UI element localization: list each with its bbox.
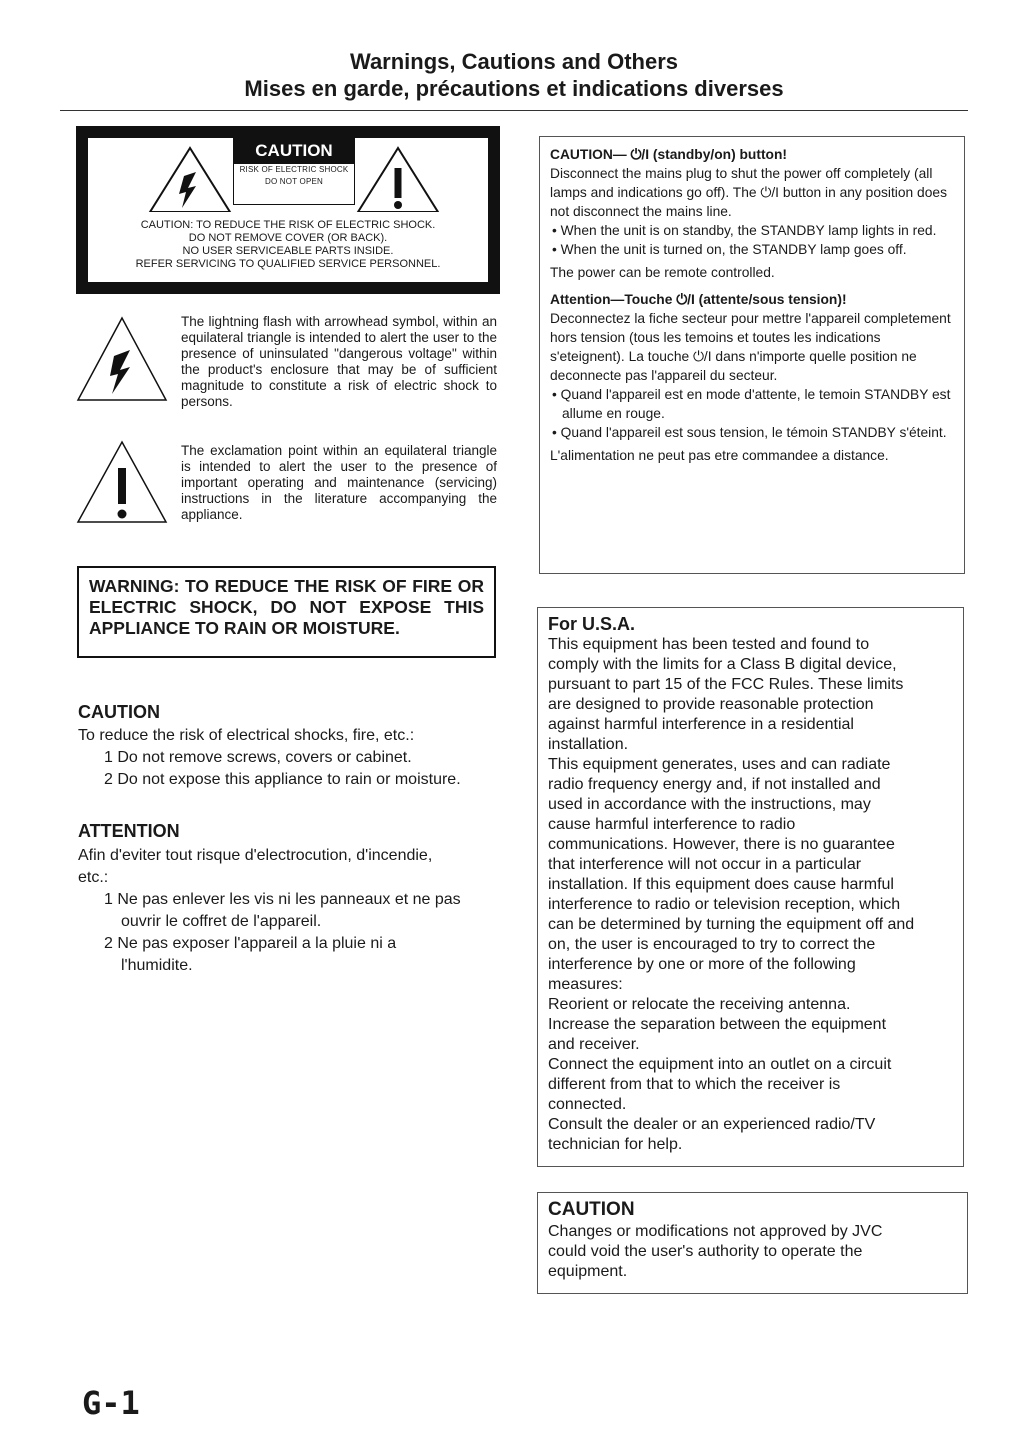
jvc-caution-line: could void the user's authority to operate the [548,1243,863,1260]
usa-text-line: comply with the limits for a Class B digital device, [548,656,897,673]
standby-body-en: Disconnect the mains plug to shut the power off completely (all lamps and indications go off). The ⏻/I button in any position does not disconnect the mains line. [550,166,947,219]
usa-text-line: Consult the dealer or an experienced radio/TV [548,1116,876,1133]
usa-text-line: This equipment generates, uses and can radiate [548,756,891,773]
page-number: G-1 [82,1384,140,1422]
usa-text-line: technician for help. [548,1136,683,1153]
usa-text [548,635,953,1155]
usa-text-line: interference by one or more of the following [548,956,856,973]
standby-bullet-fr: • Quand l'appareil est sous tension, le témoin STANDBY s'éteint. [552,425,947,440]
caution-label-line: DO NOT REMOVE COVER (OR BACK). [188,232,388,244]
usa-text-line: This equipment has been tested and found to [548,636,870,653]
lightning-triangle-icon [76,316,168,402]
usa-text-line: pursuant to part 15 of the FCC Rules. These limits [548,676,904,693]
page-title-en: Warnings, Cautions and Others [350,49,678,74]
usa-text-line: communications. However, there is no guarantee [548,836,895,853]
attention-heading: ATTENTION [78,821,180,841]
usa-text-line: are designed to provide reasonable protection [548,696,874,713]
caution-heading: CAUTION [78,702,160,722]
attention-item: 1 Ne pas enlever les vis ni les panneaux et ne pas [104,891,461,908]
attention-intro: etc.: [78,869,109,886]
usa-text-line: against harmful interference in a residential [548,716,854,733]
jvc-caution-heading: CAUTION [548,1199,635,1220]
standby-bullet-en: • When the unit is on standby, the STANDBY lamp lights in red. [552,223,937,238]
usa-text-line: measures: [548,976,623,993]
lightning-symbol-description: The lightning flash with arrowhead symbol, within an equilateral triangle is intended to alert the user to the presence of uninsulated "dangerous voltage" within the product's enclosure that may be of sufficient magnitude to constitute a risk of electric shock to persons. [181,314,497,409]
jvc-caution-line: Changes or modifications not approved by JVC [548,1223,883,1240]
standby-heading-fr: Attention—Touche ⏻/I (attente/sous tension)! [550,292,847,307]
standby-remote-fr: L'alimentation ne peut pas etre commandee a distance. [550,448,889,463]
usa-text-line: cause harmful interference to radio [548,816,796,833]
usa-text-line: connected. [548,1096,627,1113]
usa-text-line: that interference will not occur in a particular [548,856,862,873]
attention-item: l'humidite. [121,957,193,974]
warning-box: WARNING: TO REDUCE THE RISK OF FIRE OR ELECTRIC SHOCK, DO NOT EXPOSE THIS APPLIANCE TO RAIN OR MOISTURE. [77,566,496,658]
attention-item: 2 Ne pas exposer l'appareil a la pluie ni a [104,935,397,952]
usa-text-line: on, the user is encouraged to try to correct the [548,936,876,953]
page-header [60,48,968,102]
standby-remote-en: The power can be remote controlled. [550,265,775,280]
caution-label-box [233,138,355,205]
attention-intro: Afin d'eviter tout risque d'electrocution, d'incendie, [78,847,433,864]
header-rule [60,110,968,111]
usa-fcc-box [537,607,964,1167]
standby-heading-en: CAUTION— ⏻/I (standby/on) button! [550,147,787,162]
caution-label-word: CAUTION [234,138,354,164]
caution-label-line: CAUTION: TO REDUCE THE RISK OF ELECTRIC SHOCK. [140,219,436,231]
standby-bullet-en: • When the unit is turned on, the STANDBY lamp goes off. [552,242,907,257]
usa-text-line: interference to radio or television reception, which [548,896,901,913]
usa-text-line: installation. [548,736,629,753]
exclamation-triangle-icon [76,440,168,524]
usa-text-line: Reorient or relocate the receiving antenna. [548,996,851,1013]
caution-item: 2 Do not expose this appliance to rain or moisture. [104,771,461,788]
usa-text-line: Increase the separation between the equipment [548,1016,887,1033]
jvc-caution-line: equipment. [548,1263,628,1280]
caution-label-text [88,212,488,282]
usa-heading: For U.S.A. [548,614,636,634]
standby-body-fr: Deconnectez la fiche secteur pour mettre l'appareil completement hors tension (tous les temoins et toutes les indications s'eteignent). La touche ⏻/I dans n'importe quelle position ne deconnecte pas l'appareil du secteur. [550,311,951,383]
lightning-triangle-icon [148,146,232,214]
exclamation-triangle-icon [356,146,440,214]
usa-text-line: and receiver. [548,1036,640,1053]
caution-label [76,126,500,294]
usa-text-line: installation. If this equipment does cause harmful [548,876,894,893]
caution-item: 1 Do not remove screws, covers or cabinet. [104,749,412,766]
usa-text-line: Connect the equipment into an outlet on a circuit [548,1056,892,1073]
jvc-caution-box [537,1192,968,1294]
attention-item: ouvrir le coffret de l'appareil. [121,913,322,930]
caution-intro: To reduce the risk of electrical shocks, fire, etc.: [78,727,415,744]
usa-text-line: used in accordance with the instructions, may [548,796,871,813]
caution-label-line: REFER SERVICING TO QUALIFIED SERVICE PERSONNEL. [135,258,441,270]
usa-text-line: radio frequency energy and, if not installed and [548,776,881,793]
usa-text-line: different from that to which the receiver is [548,1076,841,1093]
exclamation-symbol-description: The exclamation point within an equilateral triangle is intended to alert the user to the presence of important operating and maintenance (servicing) instructions in the literature accompanying the appliance. [181,443,497,522]
page-title-fr: Mises en garde, précautions et indications diverses [244,76,784,101]
do-not-open-text: DO NOT OPEN [264,177,324,186]
standby-bullet-fr: • Quand l'appareil est en mode d'attente, le temoin STANDBY est allume en rouge. [552,387,951,421]
standby-caution-box [539,136,965,574]
caution-label-line: NO USER SERVICEABLE PARTS INSIDE. [182,245,394,257]
risk-text: RISK OF ELECTRIC SHOCK [239,165,349,174]
usa-text-line: can be determined by turning the equipment off and [548,916,915,933]
